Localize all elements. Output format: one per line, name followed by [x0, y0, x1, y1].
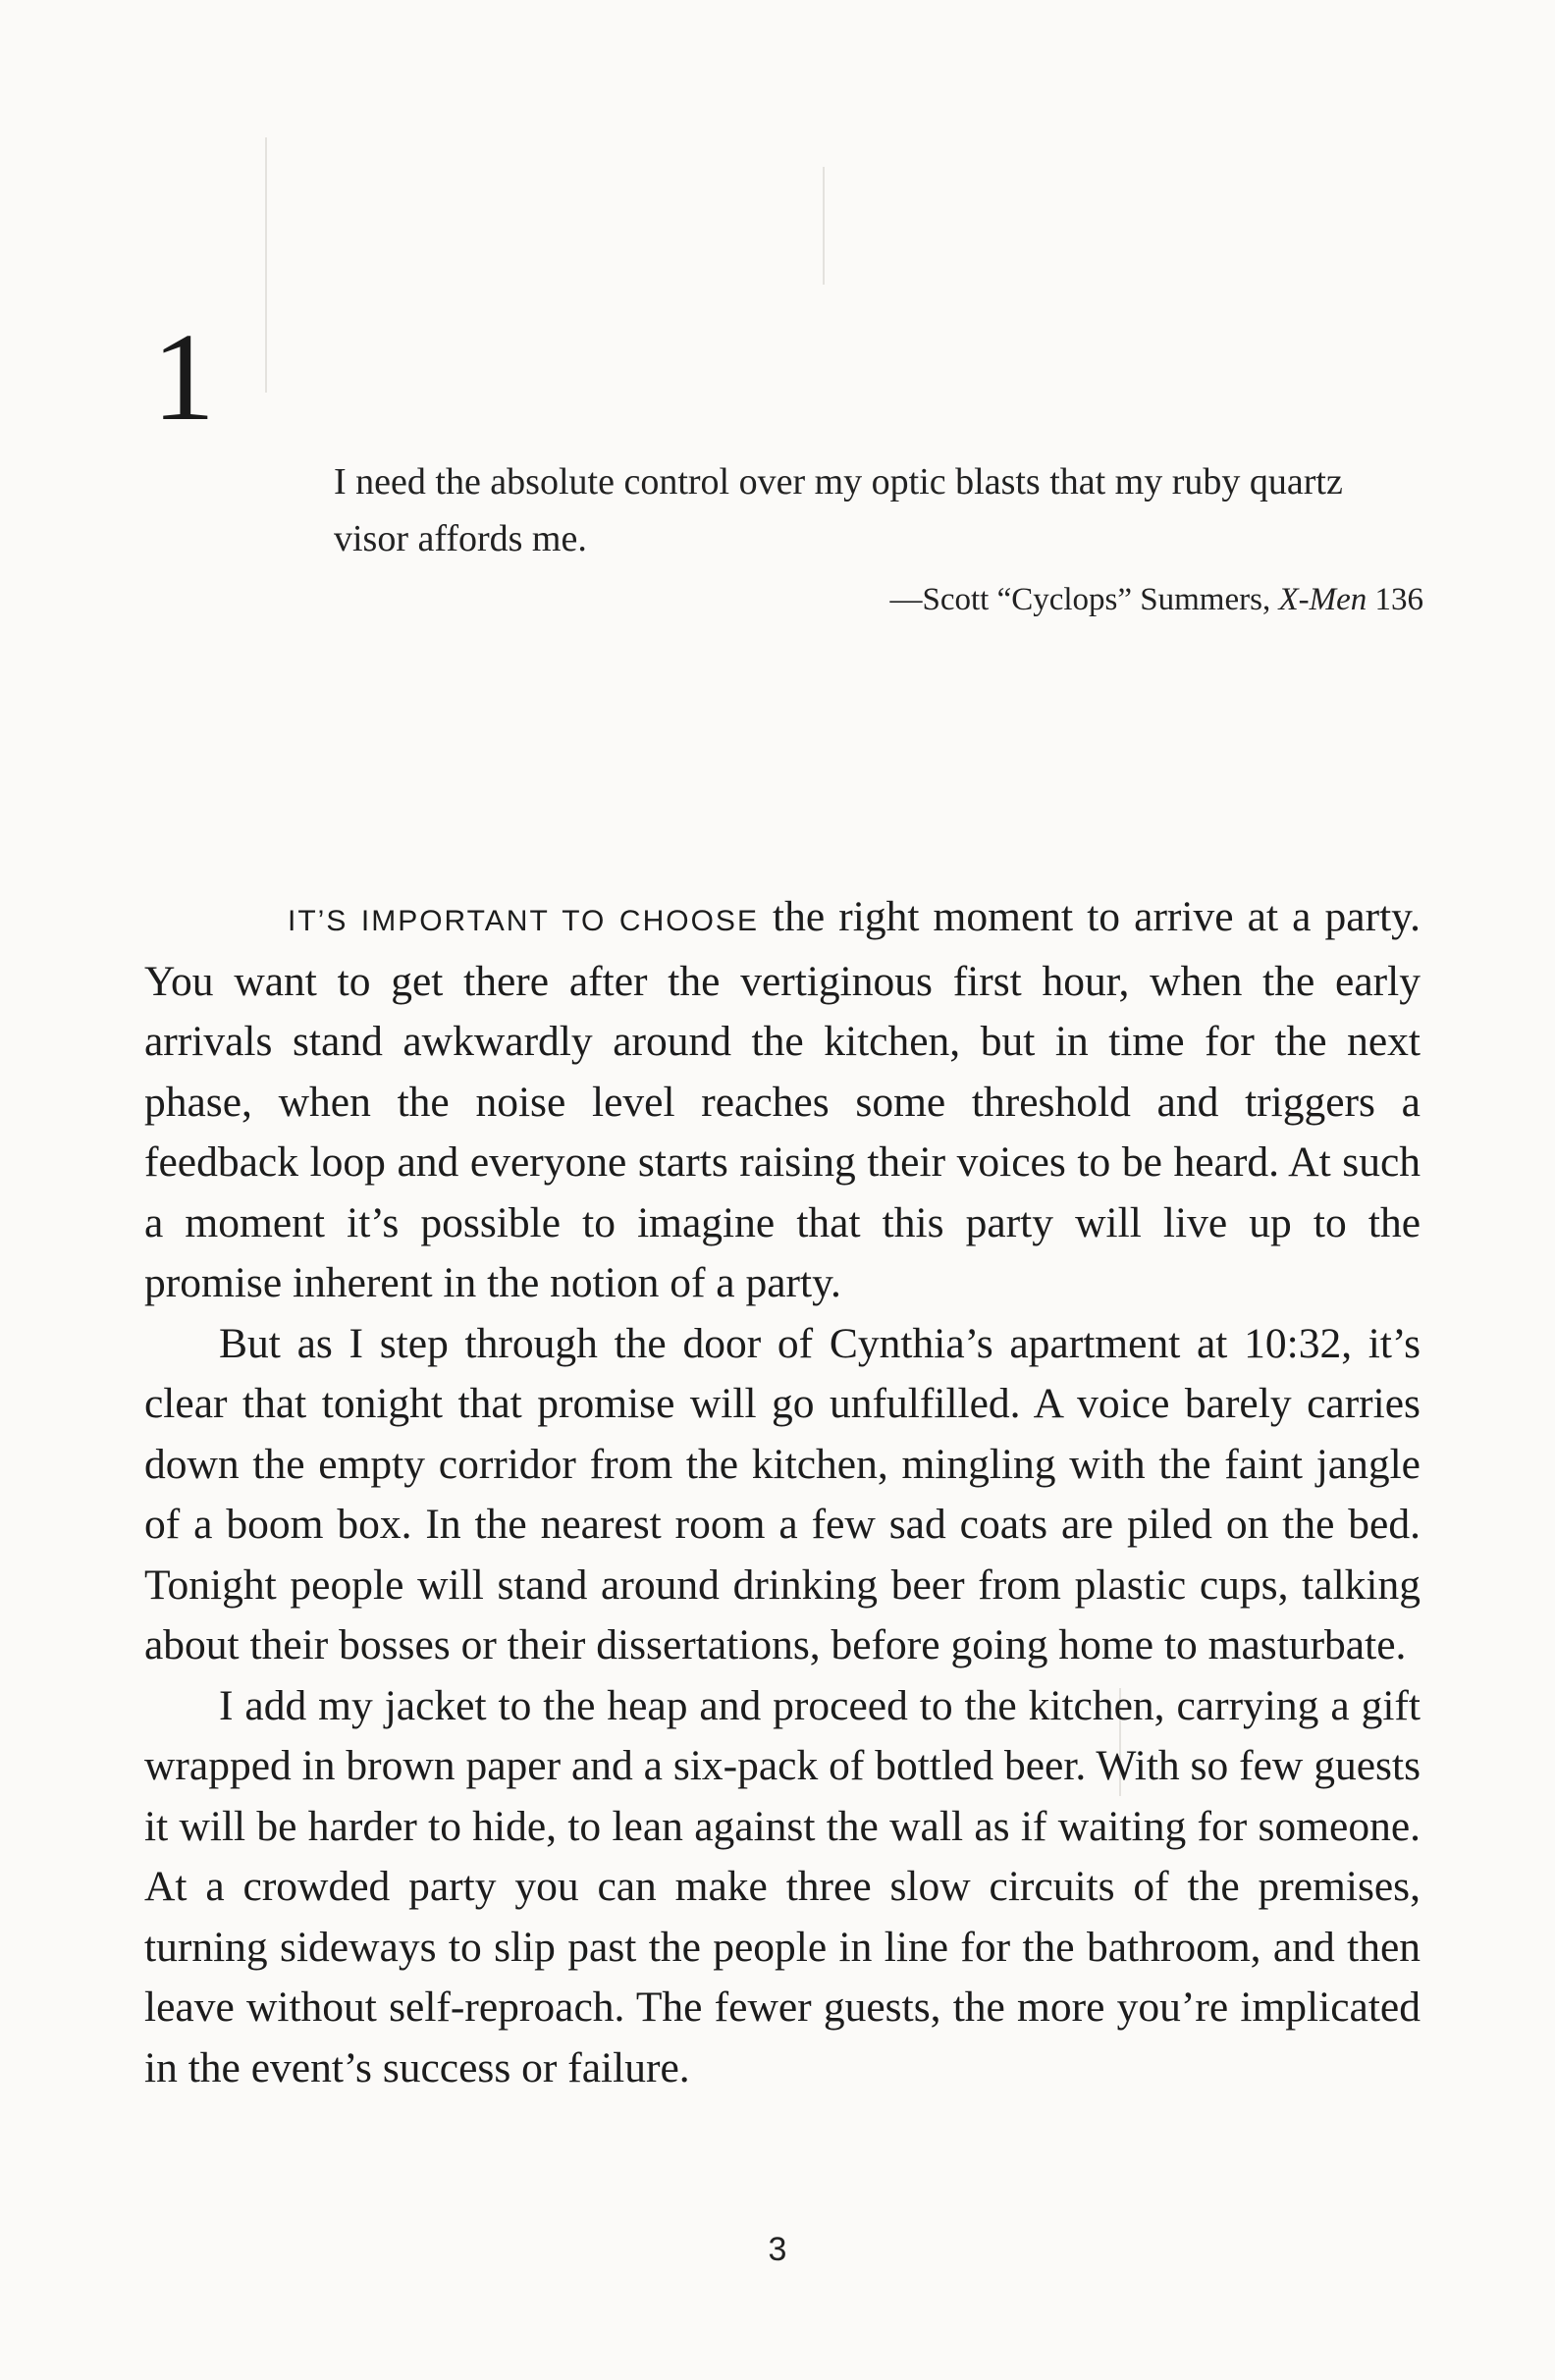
attribution-title: X-Men [1278, 582, 1367, 617]
chapter-body [144, 887, 1421, 2098]
attribution-name: —Scott “Cyclops” Summers, [889, 582, 1279, 617]
scan-artifact-line [823, 167, 825, 285]
paragraph-3: I add my jacket to the heap and proceed to the kitchen, carrying a gift wrapped in brown paper and a six-pack of bottled beer. With so few guests it will be harder to hide, to lean against the wall as if waiting for someone. At a crowded party you can make three slow circuits of the premises, turning sideways to slip past the people in line for the bathroom, and then leave without self-reproach. The fewer guests, the more you’re implicated in the event’s success or failure. [144, 1681, 1421, 2091]
paragraph-1-text: the right moment to arrive at a party. You want to get there after the vertiginous first hour, when the early arrivals stand awkwardly around the kitchen, but in time for the next phase, when the noise level reaches some threshold and triggers a feedback loop and everyone starts raising their voices to be heard. At such a moment it’s possible to imagine that this party will live up to the promise inherent in the notion of a party. [144, 893, 1421, 1306]
epigraph-attribution [334, 575, 1423, 624]
scan-artifact-line [265, 137, 267, 393]
paragraph-1 [144, 887, 1421, 1314]
epigraph-quote: I need the absolute control over my optic blasts that my ruby quartz visor affords me. [334, 461, 1343, 559]
epigraph [334, 453, 1423, 624]
page-number: 3 [768, 2231, 787, 2268]
chapter-number: 1 [152, 307, 215, 447]
attribution-issue: 136 [1367, 582, 1423, 617]
paragraph-2: But as I step through the door of Cynthia’s apartment at 10:32, it’s clear that tonight that promise will go unfulfilled. A voice barely carries down the empty corridor from the kitchen, mingling with the faint jangle of a boom box. In the nearest room a few sad coats are piled on the bed. Tonight people will stand around drinking beer from plastic cups, talking about their bosses or their dissertations, before going home to masturbate. [144, 1319, 1421, 1668]
lead-in-smallcaps: IT’S IMPORTANT TO CHOOSE [288, 905, 759, 937]
